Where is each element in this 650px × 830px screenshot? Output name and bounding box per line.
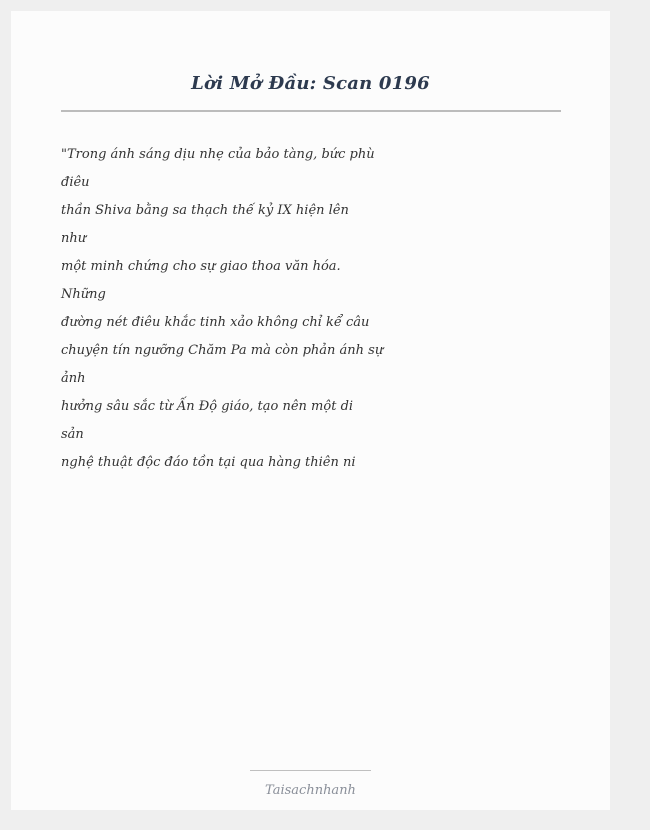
text-line: một minh chứng cho sự giao thoa văn hóa. bbox=[61, 259, 341, 274]
footer-divider bbox=[250, 770, 371, 771]
text-line: chuyện tín ngưỡng Chăm Pa mà còn phản ánh sự bbox=[61, 343, 384, 358]
text-line: ảnh bbox=[61, 371, 86, 386]
text-line: nghệ thuật độc đáo tồn tại qua hàng thiên ni bbox=[61, 455, 356, 470]
title-divider bbox=[61, 110, 561, 112]
text-line: sản bbox=[61, 427, 84, 442]
text-line: điêu bbox=[61, 175, 90, 190]
text-line: "Trong ánh sáng dịu nhẹ của bảo tàng, bức phù bbox=[61, 147, 375, 162]
document-page bbox=[11, 11, 610, 810]
text-line: thần Shiva bằng sa thạch thế kỷ IX hiện lên bbox=[61, 203, 349, 218]
text-line: như bbox=[61, 231, 87, 246]
body-text bbox=[61, 141, 391, 477]
text-line: đường nét điêu khắc tinh xảo không chỉ kể câu bbox=[61, 315, 370, 330]
text-line: hưởng sâu sắc từ Ấn Độ giáo, tạo nên một di bbox=[61, 399, 354, 414]
footer-brand: Taisachnhanh bbox=[265, 783, 356, 798]
page-title: Lời Mở Đầu: Scan 0196 bbox=[191, 73, 430, 94]
text-line: Những bbox=[61, 287, 106, 302]
